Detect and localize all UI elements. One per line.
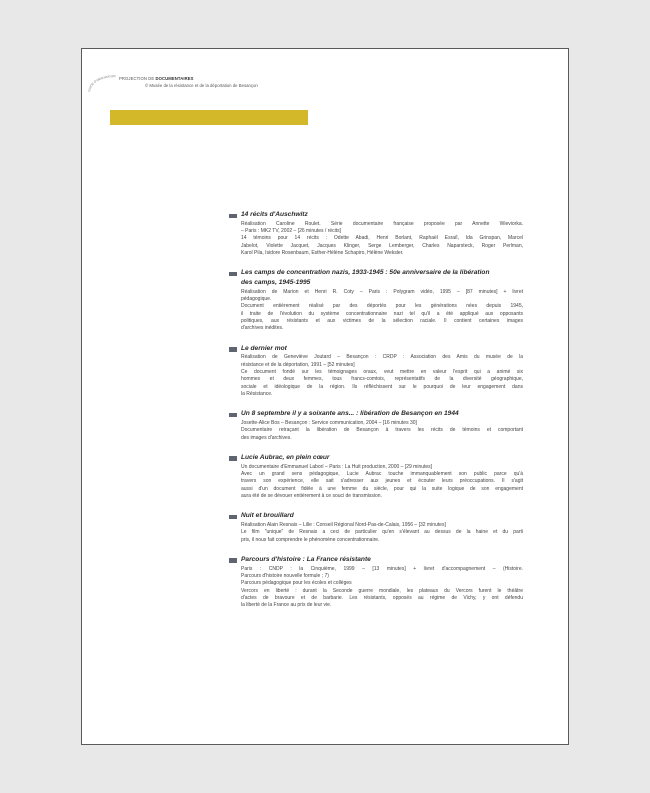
entry-text-line: Réalisation de Geneviève Joutard – Besançon : CRDP : Association des Amis du musée de la [241,354,523,361]
documentary-entry [241,345,523,399]
documentary-entry [241,269,523,332]
entry-text-line: Ce document fondé sur les témoignages oraux, veut mettre en valeur l'esprit qui a animé six [241,369,523,376]
header-line-1 [119,76,194,81]
entry-text-line: Réalisation Caroline Roulet. Série documentaire française proposée par Annette Wieviorka. [241,220,523,227]
arc-text: GUIDE D'ORIENTATIO [87,74,115,93]
entry-text-line: Jabelot, Violette Jacquet, Jacques Klinger, Serge Lemberger, Charles Naparsteck, Roger Perlman, [241,242,523,249]
square-bullet-icon [229,456,237,461]
entry-title: Lucie Aubrac, en plein cœur [241,453,330,461]
documentary-entry [241,454,523,500]
entry-text-line: hommes et deux femmes, tous francs-comtois, représentatifs de la diversité géographique, [241,376,523,383]
header-line-2: © Musée de la résistance et de la déportation de Besançon [145,83,258,88]
square-bullet-icon [229,347,237,352]
entry-text-line: Documentaire retraçant la libération de Besançon à travers les récits de témoins et comportant [241,427,523,434]
header-bold: DOCUMENTAIRES [155,76,194,81]
entry-text-line: Vercors en liberté : durant la Seconde guerre mondiale, les plateaux du Vercors furent le théâtre [241,587,523,594]
entry-text-line: Réalisation Alain Resnais – Lille : Conseil Régional Nord-Pas-de-Calais, 1956 – [32 minutes] [241,522,446,528]
entry-text-line: Réalisation de Marion et Henri R. Coty – Paris : Polygram vidéo, 1995 – [87 minutes] + livret [241,288,523,295]
entry-text-line: résistance et de la déportation, 1991 – [52 minutes] [241,361,355,368]
entry-text-line: travers son expérience, elle sait s'adresser aux jeunes et écouter leurs préoccupations. Il s'agit [241,478,523,485]
square-bullet-icon [229,515,237,520]
entry-text-line: il traite de l'évolution du système concentrationnaire nazi tel qu'il a été appliqué aux opposants [241,310,523,317]
header-prefix: PROJECTION DE [119,76,155,81]
entry-text-line: politiques, aux résistants et aux victimes de la sélection raciale. Il contient certaines images [241,318,523,325]
entry-text-line: Un documentaire d'Emmanuel Laborí – Paris : La Huit production, 2000 – [29 minutes] [241,463,433,470]
entry-text-line: Document entièrement réalisé par des déportés pour les générations nées depuis 1945, [241,303,523,310]
entry-title: Nuit et brouillard [241,512,294,520]
entry-text-line: Avec un grand sens pédagogique, Lucie Aubrac touche immanquablement son public parce qu'à [241,471,523,478]
yellow-header-bar [110,110,308,125]
entry-text-line: – Paris : MK2 TV, 2002 – [26 minutes / récits] [241,228,342,235]
entry-title: Le dernier mot [241,344,287,352]
entry-title: Les camps de concentration nazis, 1933-1945 : 50e anniversaire de la libération [241,269,490,277]
entry-title: Parcours d'histoire : La France résistante [241,555,371,563]
entry-text-line: d'actes de bravoure et de barbarie. Les résistants, opposés au régime de Vichy, y ont défendu [241,594,523,601]
entry-text-line: pédagogique. [241,296,272,303]
entry-text-line: la liberté de la France au prix de leur vie. [241,602,332,609]
documentary-list [241,211,523,621]
entry-text-line: sociale et idéologique de la région. Ils réfléchissent sur le pourquoi de leur engagement dans [241,383,523,390]
documentary-entry [241,512,523,544]
entry-title-continued: des camps, 1945-1995 [241,279,311,287]
documentary-entry [241,211,523,257]
documentary-entry [241,410,523,442]
entry-text-line: la Résistance. [241,390,273,397]
guide-arc-logo [86,73,116,93]
square-bullet-icon [229,272,237,277]
square-bullet-icon [229,413,237,418]
square-bullet-icon [229,214,237,219]
entry-text-line: des images d'archives. [241,434,292,441]
documentary-entry [241,556,523,610]
entry-text-line: d'archives inédites. [241,325,284,332]
entry-title: 14 récits d'Auschwitz [241,211,308,218]
entry-title: Un 8 septembre il y a soixante ans... : libération de Besançon en 1944 [241,410,459,418]
entry-text-line: Le film "unique" de Resnais a ceci de particulier qu'en s'élevant au dessus de la haine et du parti [241,529,523,536]
entry-text-line: Parcours d'histoire nouvelle formule ; 7) [241,572,329,579]
entry-text-line: Josette-Alice Bos – Besançon : Service communication, 2004 – [16 minutes 30] [241,420,417,427]
svg-text:GUIDE D'ORIENTATION [87,74,116,92]
entry-text-line: Paris : CNDP : la Cinquième, 1999 – [13 minutes] + livret d'accompagnement – (Histoire. [241,565,523,572]
entry-text-line: aussi d'un document fidèle à une femme du siècle, pour qui la suite logique de son engagement [241,485,523,492]
document-page [81,48,569,745]
entry-text-line: pris, il nous fait comprendre le phénomène concentrationnaire. [241,536,380,543]
square-bullet-icon [229,558,237,563]
entry-text-line: Karol Pila, Isidore Rosenbaum, Esther-Hélène Schapiro, Hélène Weksler. [241,249,404,256]
entry-text-line: Parcours pédagogique pour les écoles et collèges [241,580,352,587]
entry-text-line: 14 témoins pour 14 récits : Odette Abadi, Henri Borlant, Raphaël Esraïl, Ida Grinspan, Marcel [241,235,523,242]
entry-text-line: aura été de se dévouer entièrement à ce souci de transmission. [241,492,382,499]
